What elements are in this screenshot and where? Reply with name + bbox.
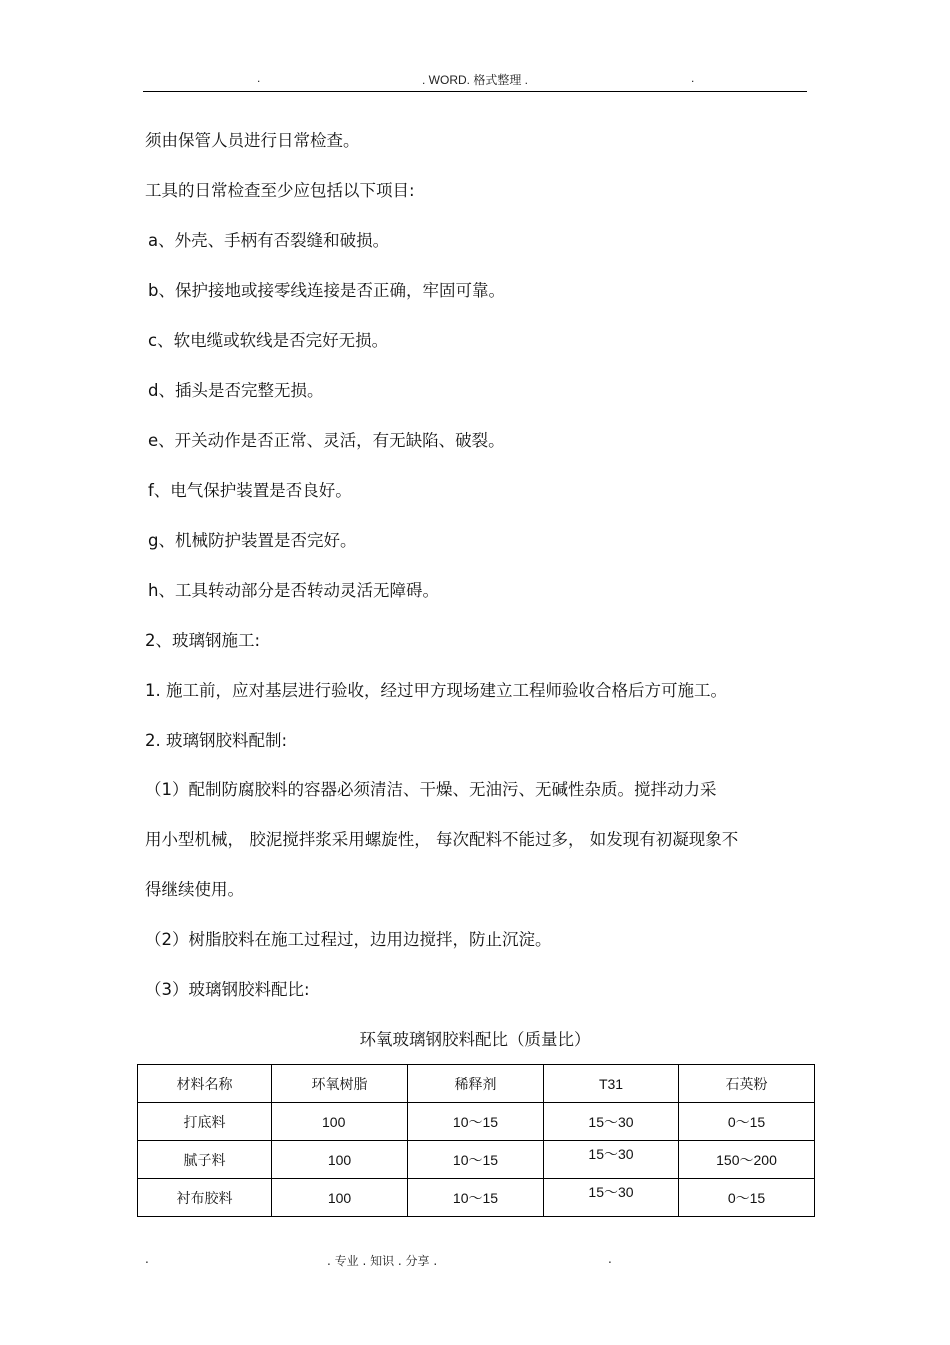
footer-right-mark: .	[608, 1252, 612, 1266]
table-cell: 100	[272, 1141, 408, 1179]
subsection-heading: 2. 玻璃钢胶料配制:	[145, 731, 288, 750]
body-line: 须由保管人员进行日常检查。	[145, 131, 360, 150]
section-heading: 2、玻璃钢施工:	[145, 631, 261, 650]
header-rule	[143, 91, 807, 92]
body-line: （2）树脂胶料在施工过程过，边用边搅拌，防止沉淀。	[145, 930, 552, 949]
table-cell: 100	[272, 1103, 408, 1141]
table-cell: 10～15	[408, 1103, 544, 1141]
checklist-item-a: a、外壳、手柄有否裂缝和破损。	[148, 231, 390, 250]
table-header-cell: 环氧树脂	[272, 1065, 408, 1103]
table-cell: 腻子料	[138, 1141, 272, 1179]
checklist-item-g: g、机械防护装置是否完好。	[148, 531, 357, 550]
table-cell: 打底料	[138, 1103, 272, 1141]
body-line: （1）配制防腐胶料的容器必须清洁、干燥、无油污、无碱性杂质。搅拌动力采	[145, 780, 717, 799]
header-title: . WORD. 格式整理 .	[422, 73, 528, 87]
table-cell: 150～200	[679, 1141, 815, 1179]
checklist-item-b: b、保护接地或接零线连接是否正确，牢固可靠。	[148, 281, 505, 300]
checklist-item-d: d、插头是否完整无损。	[148, 381, 324, 400]
table-cell	[544, 1141, 679, 1179]
table-caption: 环氧玻璃钢胶料配比（质量比）	[359, 1030, 591, 1049]
table-header-cell: T31	[544, 1065, 679, 1103]
header-left-mark: .	[257, 71, 261, 85]
body-line: 得继续使用。	[145, 880, 244, 899]
table-cell: 衬布胶料	[138, 1179, 272, 1217]
checklist-item-h: h、工具转动部分是否转动灵活无障碍。	[148, 581, 439, 600]
table-row	[138, 1103, 815, 1141]
table-header-row	[138, 1065, 815, 1103]
body-line: 工具的日常检查至少应包括以下项目:	[145, 181, 415, 200]
table-header-cell: 稀释剂	[408, 1065, 544, 1103]
table-cell: 0～15	[679, 1179, 815, 1217]
body-line: 1. 施工前，应对基层进行验收，经过甲方现场建立工程师验收合格后方可施工。	[145, 681, 727, 700]
table-cell: 100	[272, 1179, 408, 1217]
footer-left-mark: .	[145, 1252, 149, 1266]
table-header-cell: 石英粉	[679, 1065, 815, 1103]
table-cell-text: 15～30	[588, 1145, 634, 1162]
table-row	[138, 1179, 815, 1217]
table-cell: 10～15	[408, 1141, 544, 1179]
body-line: 用小型机械， 胶泥搅拌浆采用螺旋性， 每次配料不能过多， 如发现有初凝现象不	[145, 830, 739, 849]
checklist-item-f: f、电气保护装置是否良好。	[148, 481, 352, 500]
footer-text: . 专业 . 知识 . 分享 .	[327, 1254, 438, 1268]
checklist-item-e: e、开关动作是否正常、灵活，有无缺陷、破裂。	[148, 431, 505, 450]
table-cell: 15～30	[544, 1103, 679, 1141]
mix-ratio-table	[137, 1064, 815, 1217]
table-cell: 10～15	[408, 1179, 544, 1217]
checklist-item-c: c、软电缆或软线是否完好无损。	[148, 331, 389, 350]
table-cell: 0～15	[679, 1103, 815, 1141]
body-line: （3）玻璃钢胶料配比:	[145, 980, 310, 999]
table-cell	[544, 1179, 679, 1217]
table-row	[138, 1141, 815, 1179]
table-cell-text: 15～30	[588, 1183, 634, 1200]
header-right-mark: .	[691, 71, 695, 85]
table-header-cell: 材料名称	[138, 1065, 272, 1103]
